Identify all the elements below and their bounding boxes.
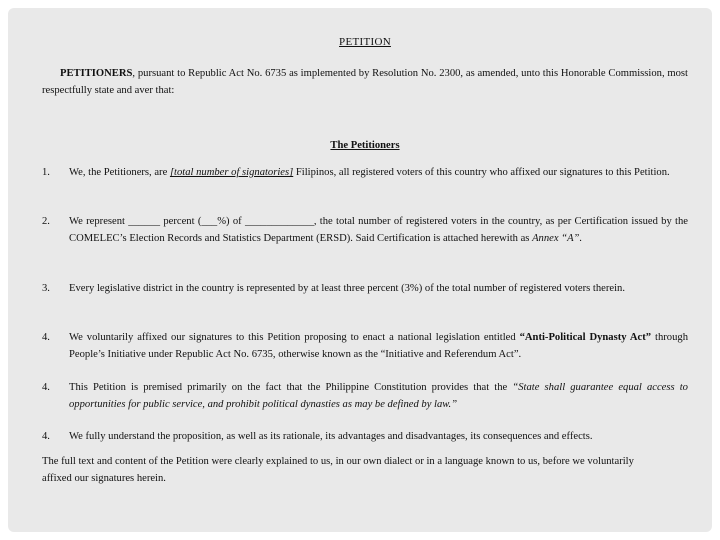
document-title: PETITION	[339, 36, 391, 48]
item-number: 4.	[42, 332, 50, 343]
item-text: We represent ______ percent (___%) of _____________, the total number of registered voters in the country, as per Certification issued by the COMELEC’s Election Records and Statistics Department (ERSD). Said Certification is attached herewith as Annex “A”.	[69, 216, 688, 244]
section-heading: The Petitioners	[330, 140, 400, 151]
item-number: 3.	[42, 283, 50, 294]
item-text: We voluntarily affixed our signatures to this Petition proposing to enact a national legislation entitled “Anti-Political Dynasty Act” through People’s Initiative under Republic Act No. 6735, otherwise known as the “Initiative and Referendum Act”.	[69, 332, 688, 360]
act-title: “Anti-Political Dynasty Act”	[519, 332, 652, 343]
item-number: 2.	[42, 216, 50, 227]
item-text: We fully understand the proposition, as well as its rationale, its advantages and disadvantages, its consequences and effects.	[69, 431, 593, 442]
list-item	[42, 214, 688, 247]
signatories-placeholder: [total number of signatories]	[169, 167, 294, 178]
list-item	[42, 330, 688, 363]
slide-background	[8, 8, 712, 532]
list-item	[42, 429, 688, 446]
list-item	[42, 165, 688, 182]
intro-text: , pursuant to Republic Act No. 6735 as implemented by Resolution No. 2300, as amended, unto this Honorable Commission, most respectfully state and aver that:	[42, 68, 688, 96]
list-item	[42, 380, 688, 413]
constitution-quote: “State shall guarantee equal access to opportunities for public service, and prohibit political dynasties as may be defined by law.”	[69, 382, 688, 410]
item-text: We, the Petitioners, are [total number of signatories] Filipinos, all registered voters of this country who affixed our signatures to this Petition.	[69, 167, 670, 178]
list-item	[42, 281, 688, 298]
item-number: 4.	[42, 431, 50, 442]
intro-lead: PETITIONERS	[60, 68, 133, 79]
item-text: Every legislative district in the country is represented by at least three percent (3%) of the total number of registered voters therein.	[69, 283, 625, 294]
item-number: 1.	[42, 167, 50, 178]
annex-reference: Annex “A”.	[532, 232, 583, 244]
closing-paragraph: The full text and content of the Petition were clearly explained to us, in our own dialect or in a language known to us, before we voluntarily affixed our signatures herein.	[42, 456, 634, 484]
item-text: This Petition is premised primarily on the fact that the Philippine Constitution provides that the “State shall guarantee equal access to opportunities for public service, and prohibit political dynasties as may be defined by law.”	[69, 382, 688, 410]
item-number: 4.	[42, 382, 50, 393]
intro-paragraph	[42, 66, 688, 99]
